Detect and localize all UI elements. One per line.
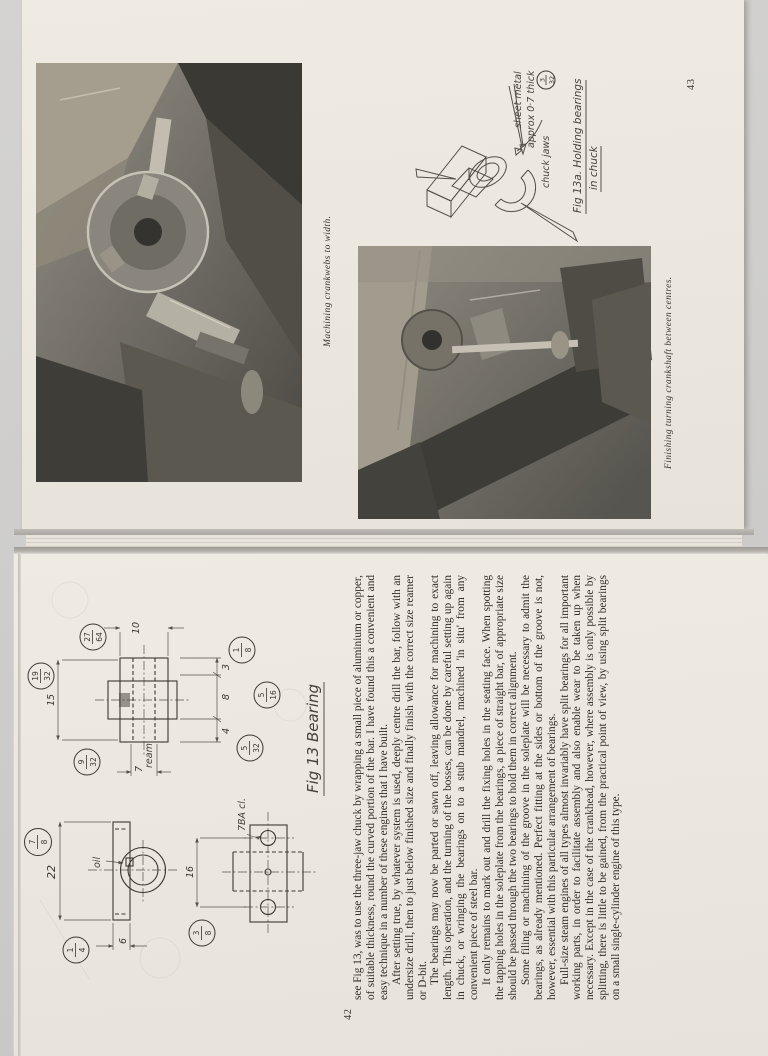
- paragraph: see Fig 13, was to use the three-jaw chuck by wrapping a small piece of aluminium or copper, of suitable thickness, round the curved portion of the bar. I have found this a convenient and easy technique in a number of these engines that I have built.: [352, 575, 390, 1000]
- figure-title: Fig 13 Bearing: [304, 683, 322, 793]
- svg-text:3: 3: [221, 663, 232, 671]
- label-oil: oil: [92, 856, 103, 868]
- circled-fraction-3-8: [189, 920, 215, 946]
- page-number-42: 42: [343, 1008, 354, 1020]
- svg-text:5: 5: [257, 692, 266, 698]
- view-plan: [185, 798, 318, 934]
- circled-fraction-5-32: [237, 735, 263, 761]
- view-side-elevation: [45, 822, 177, 953]
- label-ream: ream: [144, 743, 155, 768]
- svg-text:4: 4: [78, 947, 87, 953]
- svg-text:32: 32: [548, 75, 556, 85]
- bearing-in-sheet-strip: [464, 150, 535, 211]
- svg-text:19: 19: [31, 671, 40, 681]
- svg-text:10: 10: [131, 621, 142, 635]
- svg-text:27: 27: [83, 632, 92, 642]
- svg-text:32: 32: [252, 743, 261, 753]
- pointer-arrows: [416, 84, 577, 241]
- circled-fraction-3-32: [537, 71, 556, 89]
- paragraph: Some filing or machining of the groove in the soleplate will be necessary to admit the bearings, as already mentioned. Perfect fitting at the sides or bottom of the groove is not, however, essential with this particular arrangement of bearings.: [519, 575, 558, 1000]
- photo-finishing-crankshaft: [358, 246, 651, 519]
- svg-text:8: 8: [221, 693, 232, 701]
- svg-text:8: 8: [204, 930, 213, 936]
- sketch-fig13a-holding-bearings: [400, 28, 665, 258]
- paragraph: The bearings may now be parted or sawn off, leaving allowance for machining to exact length. This operation, and the turning of the bosses, can be done by careful setting up again in chuck, or wringing the bearings on to a stub mandrel, machined 'in situ' from any convenient piece of steel bar.: [429, 575, 481, 1000]
- svg-text:9: 9: [77, 759, 86, 765]
- svg-text:3: 3: [192, 930, 201, 936]
- chuck-jaw-block: [427, 146, 493, 217]
- paragraph: After setting true, by whatever system is used, deeply centre drill the bar, follow with an undersize drill, then to just below finished size and finally finish with the correct size reamer or D-bit.: [390, 575, 429, 1000]
- circled-fraction-1-4: [63, 937, 89, 963]
- svg-text:8: 8: [40, 839, 49, 845]
- circled-fraction-1-8: [229, 637, 255, 663]
- svg-text:15: 15: [46, 693, 57, 707]
- photo1-caption: Machining crankwebs to width.: [323, 215, 333, 347]
- svg-text:8: 8: [244, 647, 253, 653]
- svg-text:5: 5: [240, 745, 249, 751]
- circled-fraction-9-32: [74, 749, 100, 775]
- view-front-elevation: [46, 622, 232, 776]
- sketch-label-thickness: approx 0·7 thick: [526, 70, 537, 148]
- svg-text:32: 32: [89, 757, 98, 767]
- circled-fraction-27-64: [80, 624, 106, 650]
- body-text-column: [352, 575, 623, 1000]
- circled-fraction-5-16: [254, 682, 280, 708]
- svg-text:7: 7: [28, 839, 37, 845]
- paragraph: Full-size steam engines of all types almost invariably have split bearings for all important working parts, in order to facilitate assembly and also enable wear to be taken up when necessary. Except in the case of the crankhead, however, where assembly is only possible by splitting, there is little to be gained, from the practical point of view, by using split bearings on a small single-cylinder engine of this type.: [558, 575, 623, 1000]
- svg-text:32: 32: [43, 671, 52, 681]
- svg-text:1: 1: [66, 947, 75, 953]
- sketch-label-chuck-jaws: chuck jaws: [541, 135, 552, 188]
- svg-text:1: 1: [232, 647, 241, 653]
- sketch-label-sheet-metal: sheet metal: [513, 71, 524, 128]
- svg-text:16: 16: [185, 865, 196, 879]
- svg-text:16: 16: [269, 690, 278, 700]
- drawing-fig13-bearing: [0, 540, 360, 1056]
- svg-text:64: 64: [95, 632, 104, 642]
- svg-text:22: 22: [45, 865, 58, 879]
- sketch-title-line1: Fig 13a. Holding bearings: [572, 78, 584, 213]
- circled-fraction-19-32: [28, 663, 54, 689]
- photo2-caption: Finishing turning crankshaft between centres.: [664, 276, 674, 469]
- sketch-title-line2: in chuck: [588, 146, 600, 190]
- circled-fraction-7-8: [25, 829, 52, 856]
- svg-text:3: 3: [538, 77, 547, 83]
- svg-text:4: 4: [221, 727, 232, 735]
- page-number-43: 43: [686, 78, 697, 90]
- svg-text:7: 7: [134, 765, 145, 773]
- label-7ba-clearance: 7BA cl.: [237, 798, 248, 831]
- photo-machining-crankwebs: [36, 63, 302, 482]
- paragraph: It only remains to mark out and drill the fixing holes in the seating face. When spotting the tapping holes in the soleplate from the bearings, a piece of straight bar, of appropriate size should be passed through the two bearings to hold them in correct alignment.: [481, 575, 519, 1000]
- svg-text:6: 6: [118, 937, 129, 945]
